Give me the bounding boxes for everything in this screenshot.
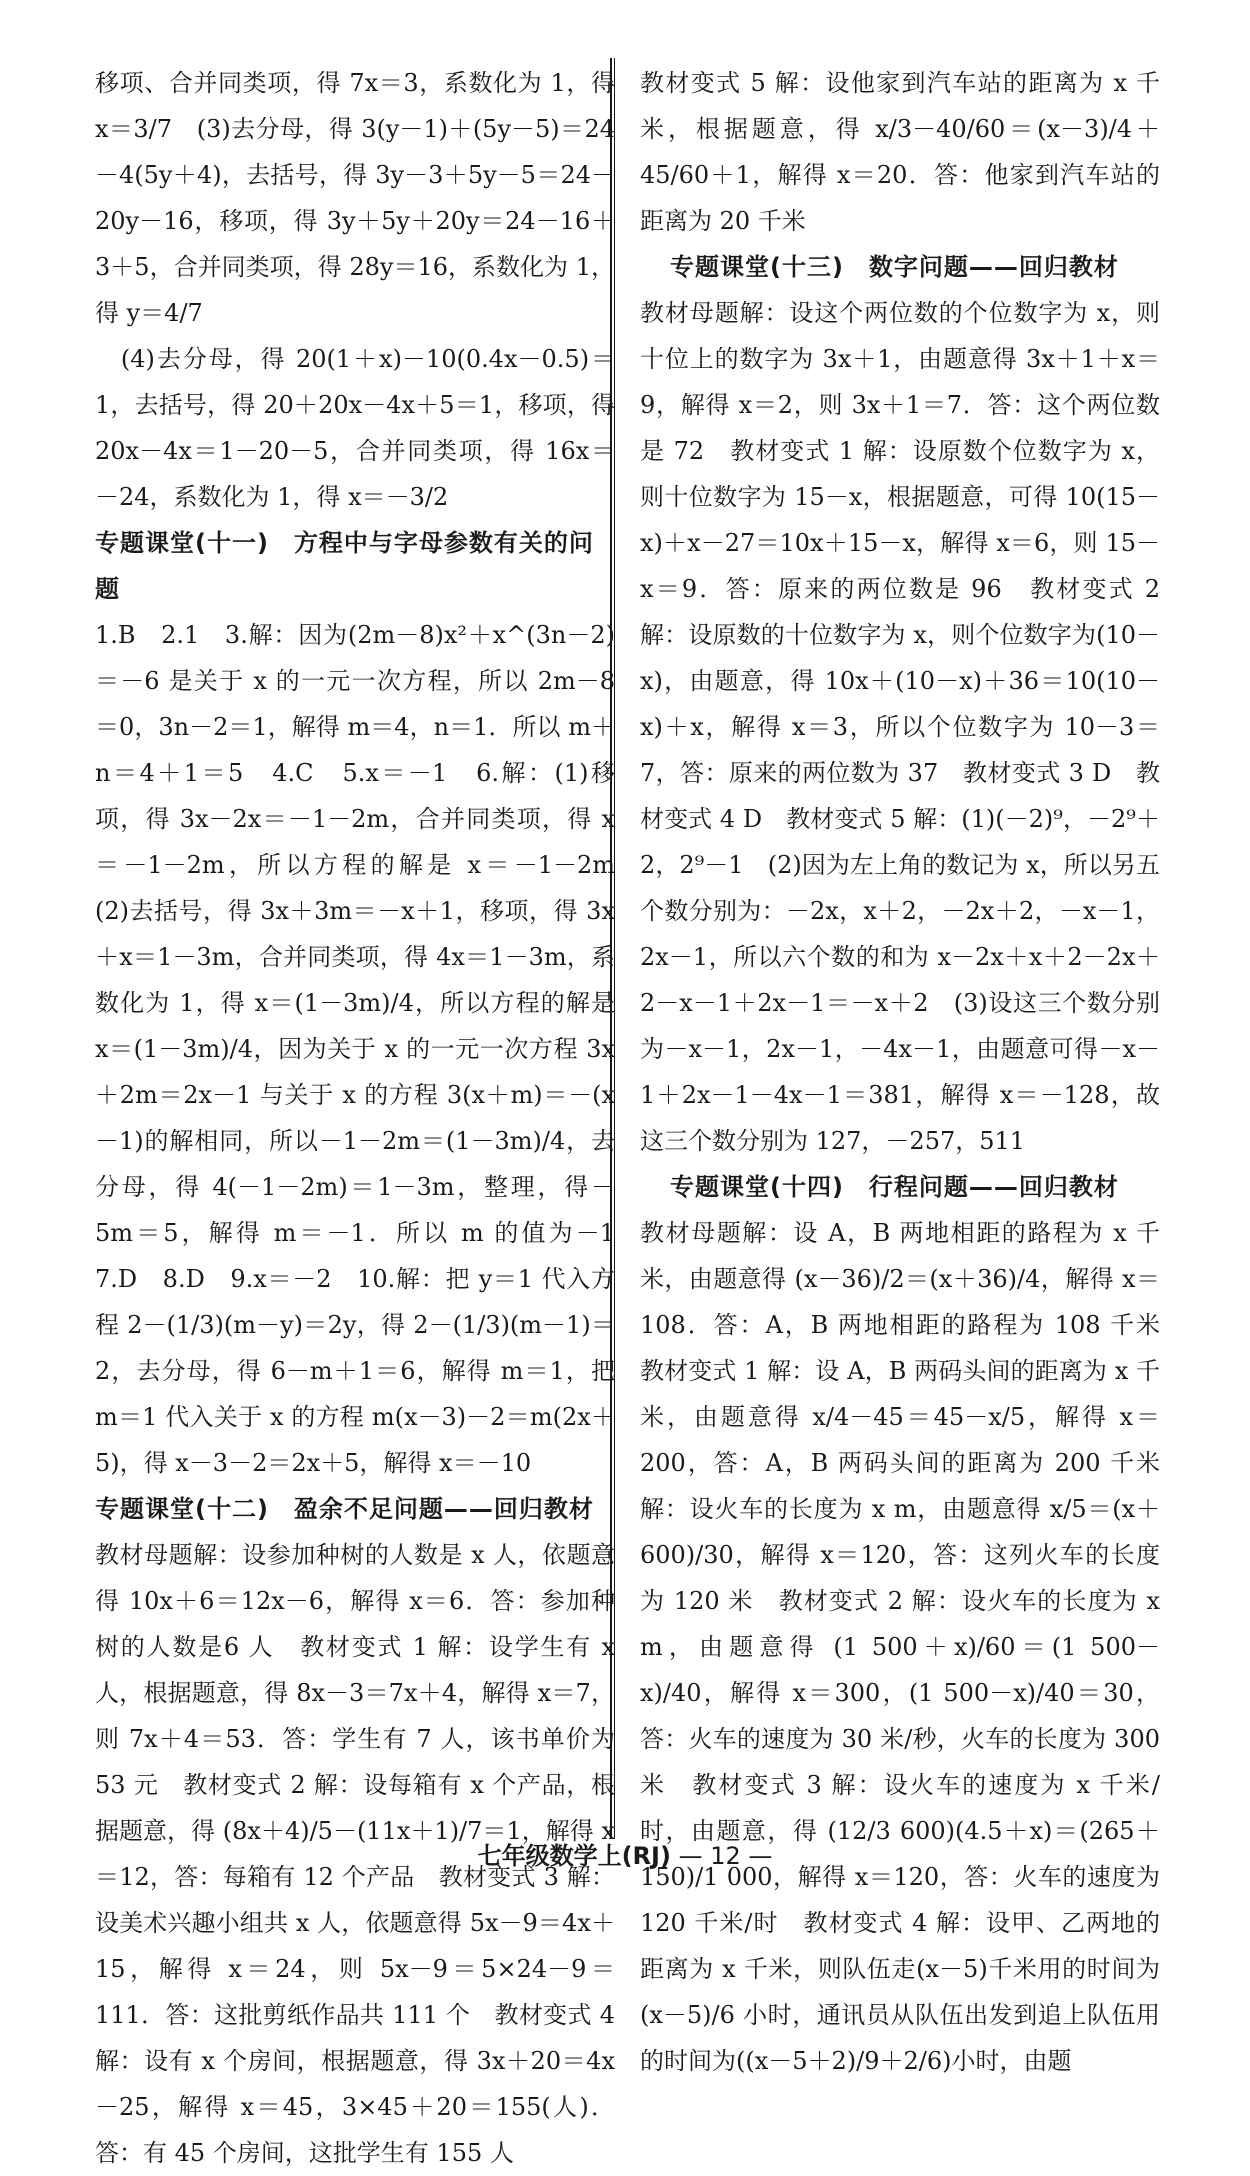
section-heading: 专题课堂(十二) 盈余不足问题——回归教材 (95, 1495, 594, 1523)
page-number: — 12 — (678, 1842, 773, 1870)
footer-title: 七年级数学上(RJ) (477, 1842, 671, 1870)
section-heading: 专题课堂(十四) 行程问题——回归教材 (670, 1173, 1119, 1201)
answer-paragraph: 教材母题解：设 A，B 两地相距的路程为 x 千米，由题意得 (x－36)/2＝(x＋36)/4，解得 x＝108．答：A，B 两地相距的路程为 108 千米 教材变式 1 解：设 A，B 两码头间的距离为 x 千米，由题意得 x/4－45＝45－x/5，解得 x＝200，答：A，B 两码头间的距离为 200 千米 解：设火车的长度为 x m，由题意得 x/5＝(x＋600)/30，解得 x＝120，答：这列火车的长度为 120 米 教材变式 2 解：设火车的长度为 x m，由题意得 (1 500＋x)/60＝(1 500－x)/40，解得 x＝300，(1 500－x)/40＝30，答：火车的速度为 30 米/秒，火车的长度为 300 米 教材变式 3 解：设火车的速度为 x 千米/时，由题意，得 (12/3 600)(4.5＋x)＝(265＋150)/1 000，解得 x＝120，答：火车的速度为 120 千米/时 教材变式 4 解：设甲、乙两地的距离为 x 千米，则队伍走(x－5)千米用的时间为 (x－5)/6 小时，通讯员从队伍出发到追上队伍用的时间为((x－5＋2)/9＋2/6)小时，由题 (640, 1219, 1184, 2075)
section-heading: 专题课堂(十一) 方程中与字母参数有关的问题 (95, 529, 594, 603)
answer-paragraph: 1.B 2.1 3.解：因为(2m－8)x²＋x^(3n－2)＝－6 是关于 x 的一元一次方程，所以 2m－8＝0，3n－2＝1，解得 m＝4，n＝1．所以 m＋n＝4＋1＝5 4.C 5.x＝－1 6.解：(1)移项，得 3x－2x＝－1－2m，合并同类项，得 x＝－1－2m，所以方程的解是 x＝－1－2m (2)去括号，得 3x＋3m＝－x＋1，移项，得 3x＋x＝1－3m，合并同类项，得 4x＝1－3m，系数化为 1，得 x＝(1－3m)/4，所以方程的解是 x＝(1－3m)/4，因为关于 x 的一元一次方程 3x＋2m＝2x－1 与关于 x 的方程 3(x＋m)＝－(x－1)的解相同，所以－1－2m＝(1－3m)/4，去分母，得 4(－1－2m)＝1－3m，整理，得－5m＝5，解得 m＝－1．所以 m 的值为－1 7.D 8.D 9.x＝－2 10.解：把 y＝1 代入方程 2－(1/3)(m－y)＝2y，得 2－(1/3)(m－1)＝2，去分母，得 6－m＋1＝6，解得 m＝1，把 m＝1 代入关于 x 的方程 m(x－3)－2＝m(2x＋5)，得 x－3－2＝2x＋5，解得 x＝－10 (95, 621, 639, 1477)
answer-paragraph: 教材变式 5 解：设他家到汽车站的距离为 x 千米，根据题意，得 x/3－40/60＝(x－3)/4＋45/60＋1，解得 x＝20．答：他家到汽车站的距离为 20 千米 (640, 69, 1160, 235)
page-footer (0, 1836, 1250, 1871)
answer-paragraph: (4)去分母，得 20(1＋x)－10(0.4x－0.5)＝1，去括号，得 20＋20x－4x＋5＝1，移项，得 20x－4x＝1－20－5，合并同类项，得 16x＝－24，系数化为 1，得 x＝－3/2 (95, 345, 615, 511)
answer-paragraph: 教材母题解：设这个两位数的个位数字为 x，则十位上的数字为 3x＋1，由题意得 3x＋1＋x＝9，解得 x＝2，则 3x＋1＝7．答：这个两位数是 72 教材变式 1 解：设原数个位数字为 x，则十位数字为 15－x，根据题意，可得 10(15－x)＋x－27＝10x＋15－x，解得 x＝6，则 15－x＝9．答：原来的两位数是 96 教材变式 2 解：设原数的十位数字为 x，则个位数字为(10－x)，由题意，得 10x＋(10－x)＋36＝10(10－x)＋x，解得 x＝3，所以个位数字为 10－3＝7，答：原来的两位数为 37 教材变式 3 D 教材变式 4 D 教材变式 5 解：(1)(－2)⁹，－2⁹＋2，2⁹－1 (2)因为左上角的数记为 x，所以另五个数分别为：－2x，x＋2，－2x＋2，－x－1，2x－1，所以六个数的和为 x－2x＋x＋2－2x＋2－x－1＋2x－1＝－x＋2 (3)设这三个数分别为－x－1，2x－1，－4x－1，由题意可得－x－1＋2x－1－4x－1＝381，解得 x＝－128，故这三个数分别为 127，－257，511 (640, 299, 1160, 1155)
column-divider (610, 58, 612, 1838)
answer-paragraph: 移项、合并同类项，得 7x＝3，系数化为 1，得 x＝3/7 (3)去分母，得 3(y－1)＋(5y－5)＝24－4(5y＋4)，去括号，得 3y－3＋5y－5＝24－20y－16，移项，得 3y＋5y＋20y＝24－16＋3＋5，合并同类项，得 28y＝16，系数化为 1，得 y＝4/7 (95, 69, 615, 327)
answer-paragraph: 教材母题解：设参加种树的人数是 x 人，依题意得 10x＋6＝12x－6，解得 x＝6．答：参加种树的人数是6 人 教材变式 1 解：设学生有 x 人，根据题意，得 8x－3＝7x＋4，解得 x＝7，则 7x＋4＝53．答：学生有 7 人，该书单价为 53 元 教材变式 2 解：设每箱有 x 个产品，根据题意，得 (8x＋4)/5－(11x＋1)/7＝1，解得 x＝12，答：每箱有 12 个产品 教材变式 3 解：设美术兴趣小组共 x 人，依题意得 5x－9＝4x＋15，解得 x＝24，则 5x－9＝5×24－9＝111．答：这批剪纸作品共 111 个 教材变式 4 解：设有 x 个房间，根据题意，得 3x＋20＝4x－25，解得 x＝45，3×45＋20＝155(人)．答：有 45 个房间，这批学生有 155 人 (95, 1541, 615, 2167)
section-heading: 专题课堂(十三) 数字问题——回归教材 (670, 253, 1119, 281)
right-column (640, 60, 1184, 2084)
